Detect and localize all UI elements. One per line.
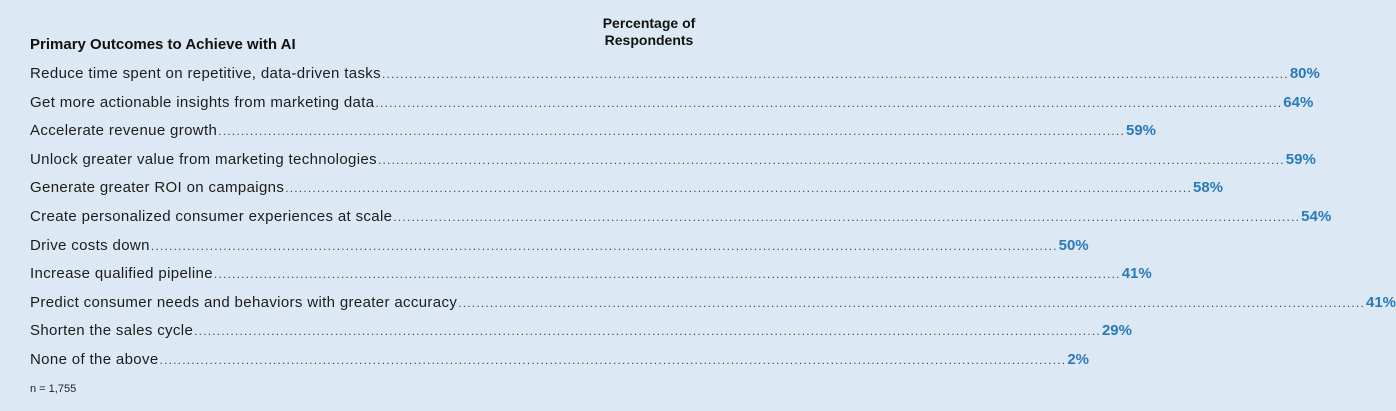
dot-leader: ........................................................................................................................................................................................................ xyxy=(458,295,1365,310)
dot-leader: ........................................................................................................................................................................................................ xyxy=(285,181,1192,196)
dot-leader: ........................................................................................................................................................................................................ xyxy=(375,95,1283,110)
row-value: 58% xyxy=(1192,179,1224,197)
dot-leader: ........................................................................................................................................................................................................ xyxy=(393,209,1301,224)
row-label: Reduce time spent on repetitive, data-driven tasks xyxy=(30,65,382,82)
row-label: Create personalized consumer experiences at scale xyxy=(30,207,393,225)
row-value: 80% xyxy=(1289,65,1320,82)
table-row xyxy=(30,203,1332,232)
column-header xyxy=(590,15,708,49)
row-label: Accelerate revenue growth xyxy=(30,122,218,140)
table-row xyxy=(30,146,1316,175)
table-row xyxy=(30,60,1320,89)
row-label: Get more actionable insights from marketing data xyxy=(30,93,375,111)
row-label: Drive costs down xyxy=(30,236,150,254)
sample-size-note: n = 1,755 xyxy=(30,383,77,395)
row-value: 41% xyxy=(1365,293,1396,311)
row-value: 50% xyxy=(1058,236,1089,254)
table-row xyxy=(30,117,1157,146)
outcomes-list xyxy=(30,60,1396,375)
column-header-line1: Percentage of xyxy=(602,15,696,31)
row-label: Generate greater ROI on campaigns xyxy=(30,179,285,197)
row-label: Increase qualified pipeline xyxy=(30,265,213,283)
row-value: 29% xyxy=(1101,322,1132,340)
dot-leader: ........................................................................................................................................................................................................ xyxy=(150,238,1058,253)
row-label: Unlock greater value from marketing technologies xyxy=(30,150,377,168)
table-row xyxy=(30,174,1224,203)
row-label: Predict consumer needs and behaviors with greater accuracy xyxy=(30,293,458,311)
dot-leader: ........................................................................................................................................................................................................ xyxy=(194,324,1101,339)
table-row xyxy=(30,346,1090,375)
row-value: 64% xyxy=(1283,93,1314,111)
dot-leader: ........................................................................................................................................................................................................ xyxy=(213,267,1121,282)
row-value: 59% xyxy=(1285,150,1316,168)
table-row xyxy=(30,89,1314,118)
table-row xyxy=(30,232,1089,261)
row-label: Shorten the sales cycle xyxy=(30,322,194,340)
dot-leader: ........................................................................................................................................................................................................ xyxy=(382,67,1289,81)
row-value: 54% xyxy=(1301,207,1332,225)
dot-leader: ........................................................................................................................................................................................................ xyxy=(218,124,1125,139)
dot-leader: ........................................................................................................................................................................................................ xyxy=(159,352,1067,367)
row-label: None of the above xyxy=(30,350,159,368)
table-row xyxy=(30,260,1152,289)
row-value: 2% xyxy=(1067,350,1090,368)
table-title: Primary Outcomes to Achieve with AI xyxy=(30,36,296,53)
dot-leader: ........................................................................................................................................................................................................ xyxy=(377,152,1285,167)
table-row xyxy=(30,317,1132,346)
column-header-line2: Respondents xyxy=(604,32,694,48)
row-value: 41% xyxy=(1121,265,1152,283)
row-value: 59% xyxy=(1125,122,1157,140)
table-row xyxy=(30,289,1396,318)
